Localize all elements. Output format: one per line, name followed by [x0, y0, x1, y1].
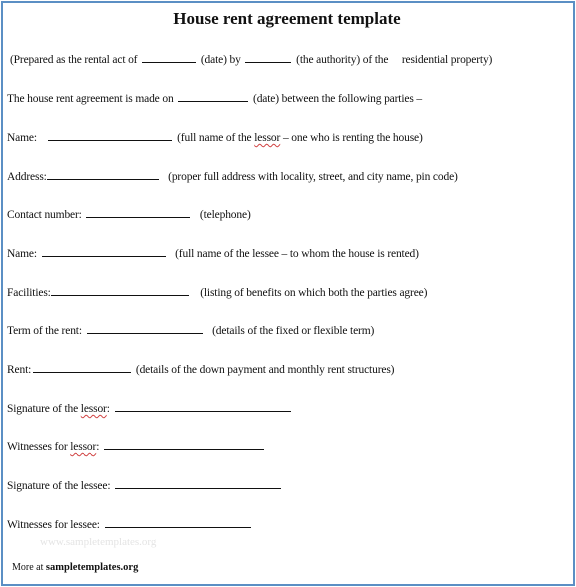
lessor-name-line: [7, 131, 423, 145]
watermark: www.sampletemplates.org: [40, 536, 157, 548]
contact-label: Contact number:: [7, 209, 82, 221]
rent-hint: (details of the down payment and monthly rent structures): [135, 364, 395, 376]
lessee-name-line: [7, 247, 419, 261]
lessee-name-blank[interactable]: [42, 247, 166, 257]
lessee-witness-label: Witnesses for lessee:: [7, 519, 100, 531]
lessor-signature-label: Signature of the: [7, 403, 79, 415]
lessor-signature-word: lessor: [80, 403, 107, 415]
agreement-date-blank[interactable]: [178, 92, 248, 102]
address-line: [7, 170, 458, 184]
prepared-line: [10, 53, 492, 67]
authority-blank[interactable]: [245, 53, 291, 63]
lessee-name-label: Name:: [7, 248, 37, 260]
lessee-name-hint: (full name of the lessee – to whom the house is rented): [175, 248, 419, 260]
agreement-text: The house rent agreement is made on: [7, 93, 174, 105]
lessee-witness-blank[interactable]: [105, 518, 251, 528]
lessor-word: lessor: [254, 132, 281, 144]
colon: :: [96, 441, 100, 453]
facilities-line: [7, 286, 427, 300]
contact-blank[interactable]: [86, 208, 190, 218]
contact-line: [7, 208, 251, 222]
footer-prefix: More at: [12, 562, 44, 573]
lessor-name-blank[interactable]: [48, 131, 172, 141]
document-title: House rent agreement template: [173, 9, 401, 28]
term-line: [7, 324, 374, 338]
term-blank[interactable]: [87, 324, 203, 334]
lessor-witness-line: [7, 440, 266, 454]
facilities-label: Facilities:: [7, 287, 51, 299]
rent-line: [7, 363, 394, 377]
footer-site-link[interactable]: sampletemplates.org: [45, 562, 139, 573]
term-hint: (details of the fixed or flexible term): [212, 325, 375, 337]
lessee-signature-line: [7, 479, 283, 493]
lessee-signature-blank[interactable]: [115, 479, 281, 489]
rent-label: Rent:: [7, 364, 32, 376]
term-label: Term of the rent:: [7, 325, 82, 337]
address-hint: (proper full address with locality, street, and city name, pin code): [168, 171, 458, 183]
date-by-text: (date) by: [200, 54, 241, 66]
parties-text: (date) between the following parties –: [253, 93, 423, 105]
agreement-date-line: [7, 92, 422, 106]
lessor-signature-line: [7, 402, 293, 416]
lessor-name-hint: (full name of the: [177, 132, 252, 144]
lessor-signature-blank[interactable]: [115, 402, 291, 412]
colon: :: [106, 403, 110, 415]
rent-blank[interactable]: [33, 363, 131, 373]
lessor-witness-blank[interactable]: [104, 440, 264, 450]
lessor-witness-word: lessor: [70, 441, 97, 453]
authority-text: (the authority) of the: [296, 54, 389, 66]
facilities-blank[interactable]: [51, 286, 189, 296]
lessee-signature-label: Signature of the lessee:: [7, 480, 111, 492]
footer: [12, 562, 138, 573]
residential-text: residential property): [401, 54, 493, 66]
address-blank[interactable]: [47, 170, 159, 180]
prepared-text: (Prepared as the rental act of: [10, 54, 138, 66]
contact-hint: (telephone): [199, 209, 251, 221]
lessor-witness-label: Witnesses for: [7, 441, 68, 453]
facilities-hint: (listing of benefits on which both the parties agree): [200, 287, 428, 299]
lessor-name-hint-end: – one who is renting the house): [282, 132, 423, 144]
address-label: Address:: [7, 171, 47, 183]
lessor-name-label: Name:: [7, 132, 37, 144]
lessee-witness-line: [7, 518, 253, 532]
date-blank[interactable]: [142, 53, 196, 63]
